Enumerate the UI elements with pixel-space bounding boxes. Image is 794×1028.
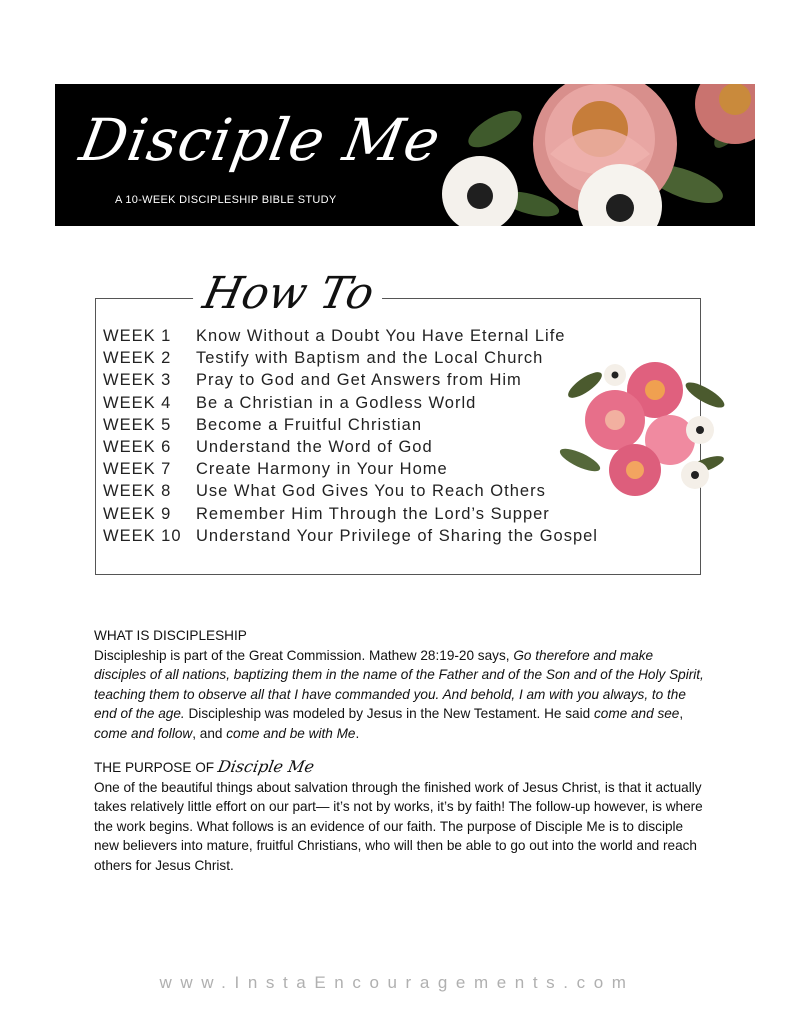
week-row	[103, 392, 598, 414]
week-label: WEEK 9	[103, 504, 172, 523]
what-is-discipleship-section	[94, 626, 704, 743]
how-to-title: How To	[188, 268, 388, 320]
week-label: WEEK 3	[103, 371, 172, 390]
week-label: WEEK 10	[103, 526, 182, 545]
text-run: , and	[192, 725, 227, 741]
week-topic: Be a Christian in a Godless World	[196, 393, 477, 412]
week-topic: Remember Him Through the Lord’s Supper	[196, 504, 550, 523]
week-label: WEEK 6	[103, 437, 172, 456]
banner-subtitle: A 10-WEEK DISCIPLESHIP BIBLE STUDY	[115, 194, 337, 206]
week-row	[103, 525, 598, 547]
banner-flowers-illustration	[435, 84, 755, 226]
text-run: ,	[679, 706, 684, 721]
text-run: .	[355, 725, 360, 741]
week-label: WEEK 5	[103, 415, 172, 434]
week-label: WEEK 4	[103, 393, 172, 412]
week-row	[103, 503, 598, 525]
text-run: Discipleship was modeled by Jesus in the New Testament. He said	[184, 706, 594, 721]
week-topic: Become a Fruitful Christian	[196, 415, 422, 434]
week-topic: Pray to God and Get Answers from Him	[196, 371, 522, 390]
quote-come-and-be-with-me: come and be with Me	[226, 725, 356, 741]
quote-come-and-follow: come and follow	[94, 725, 193, 741]
scripture-quote: Go therefore and make disciples of all nations, baptizing them in the name of the Father and of the Son and of the Holy Spirit, teaching them to observe all that I have commanded you. And behold, I am with you always, to the end of the age.	[94, 647, 704, 721]
quote-come-and-see: come and see	[593, 706, 680, 721]
purpose-heading-script: Disciple Me	[216, 757, 316, 776]
week-topic: Testify with Baptism and the Local Church	[196, 349, 544, 368]
week-row	[103, 325, 598, 347]
week-label: WEEK 8	[103, 482, 172, 501]
week-row	[103, 414, 598, 436]
week-topic: Know Without a Doubt You Have Eternal Life	[196, 327, 566, 345]
banner-title: Disciple Me	[75, 106, 446, 174]
purpose-heading	[94, 757, 704, 778]
week-row	[103, 369, 598, 391]
week-topic: Understand the Word of God	[196, 437, 433, 456]
purpose-heading-text: THE PURPOSE OF	[94, 760, 218, 775]
week-label: WEEK 7	[103, 460, 172, 479]
week-row	[103, 458, 598, 480]
purpose-paragraph: One of the beautiful things about salvation through the finished work of Jesus Christ, is that it actually takes relatively little effort on our part— it’s not by works, it’s by faith! The follow-up however, is where the work begins. What follows is an evidence of our faith. The purpose of Disciple Me is to disciple new believers into mature, fruitful Christians, who will then be able to go out into the world and reach others for Jesus Christ.	[94, 779, 703, 873]
bouquet-illustration	[555, 345, 730, 505]
week-topic: Understand Your Privilege of Sharing the Gospel	[196, 526, 598, 545]
footer-url: www.InstaEncouragements.com	[159, 973, 635, 992]
purpose-section	[94, 757, 704, 875]
header-banner	[55, 84, 755, 226]
week-label: WEEK 1	[103, 327, 172, 345]
week-row	[103, 480, 598, 502]
what-is-heading: WHAT IS DISCIPLESHIP	[94, 628, 247, 643]
week-row	[103, 436, 598, 458]
week-topic: Create Harmony in Your Home	[196, 460, 448, 479]
what-is-paragraph	[94, 646, 704, 744]
week-label: WEEK 2	[103, 349, 172, 368]
text-run: Discipleship is part of the Great Commission. Mathew 28:19-20 says,	[94, 647, 514, 663]
week-topic: Use What God Gives You to Reach Others	[196, 482, 546, 501]
week-row	[103, 347, 598, 369]
week-list	[103, 325, 598, 547]
